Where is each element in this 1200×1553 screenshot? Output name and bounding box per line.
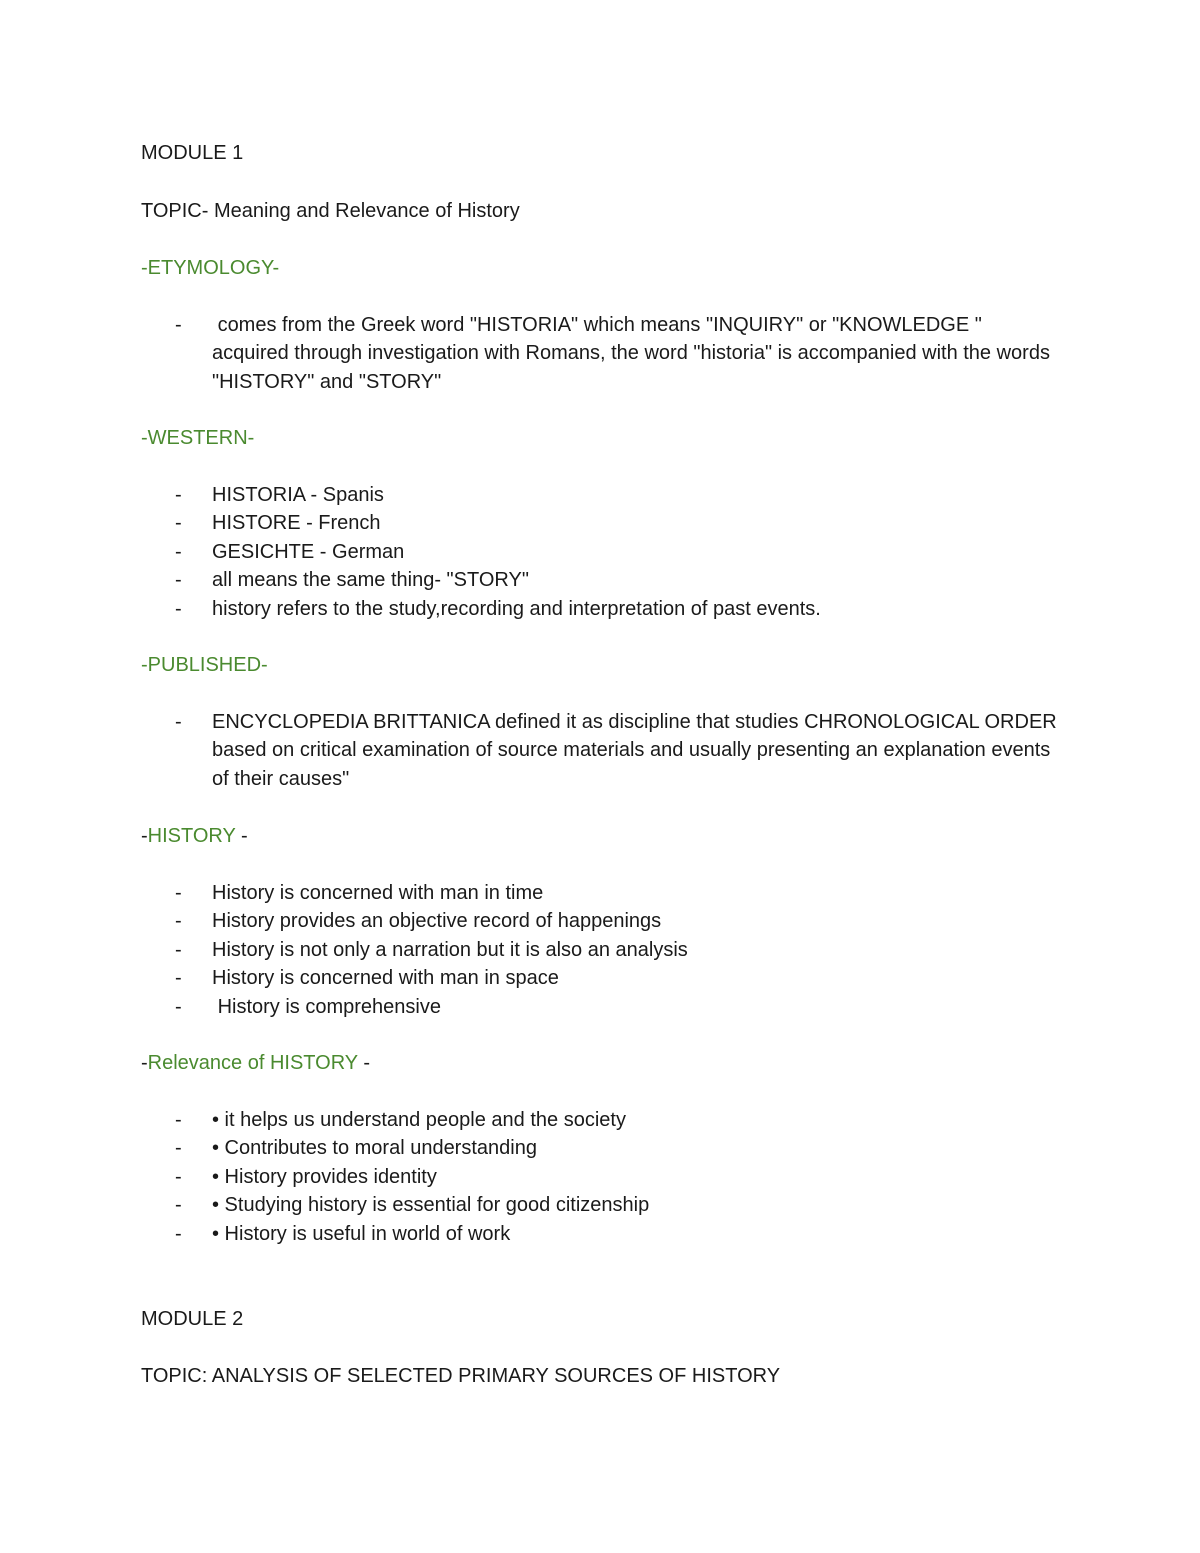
list-item	[141, 936, 1071, 964]
bullet-dash: -	[175, 569, 182, 592]
heading-text: Relevance of HISTORY	[147, 1052, 358, 1074]
bullet-dash: -	[175, 512, 182, 535]
module-2-title: MODULE 2	[141, 1308, 244, 1330]
list-item-text: History is concerned with man in time	[212, 882, 544, 904]
list-item	[141, 509, 1071, 537]
list-item	[141, 595, 1071, 623]
list-item-text: HISTORIA - Spanis	[212, 484, 384, 506]
list-item-text: History is concerned with man in space	[212, 967, 559, 990]
bullet-dash: -	[175, 540, 182, 563]
module-1-topic: TOPIC- Meaning and Relevance of History	[141, 200, 520, 222]
list-item	[141, 1220, 1071, 1248]
heading-prefix: -	[141, 1052, 148, 1074]
bullet-dash: -	[175, 711, 182, 733]
western-heading: -WESTERN-	[141, 427, 255, 449]
list-item	[141, 1134, 1071, 1162]
history-heading	[141, 822, 248, 850]
list-item-text: • Studying history is essential for good citizenship	[212, 1194, 650, 1217]
heading-suffix: -	[357, 1052, 370, 1074]
bullet-dash: -	[175, 1109, 182, 1131]
relevance-list	[141, 1106, 1071, 1248]
bullet-dash: -	[175, 1137, 182, 1160]
list-item-text: HISTORE - French	[212, 512, 381, 535]
history-list	[141, 879, 1071, 1021]
list-item	[141, 1106, 1071, 1134]
list-item	[141, 1191, 1071, 1219]
module-2-topic: TOPIC: ANALYSIS OF SELECTED PRIMARY SOURCES OF HISTORY	[141, 1365, 781, 1387]
western-list	[141, 481, 1071, 623]
published-list	[141, 708, 1071, 793]
bullet-dash: -	[175, 967, 182, 990]
bullet-dash: -	[175, 995, 182, 1018]
list-item-text: ENCYCLOPEDIA BRITTANICA defined it as discipline that studies CHRONOLOGICAL ORDER based on critical examination of source materials and usually presenting an explanation events of their causes"	[212, 711, 1063, 790]
list-item-text: History is comprehensive	[212, 995, 441, 1018]
list-item	[141, 538, 1071, 566]
etymology-heading: -ETYMOLOGY-	[141, 257, 280, 279]
list-item-text: comes from the Greek word "HISTORIA" which means "INQUIRY" or "KNOWLEDGE " acquired through investigation with Romans, the word "historia" is accompanied with the words "HISTORY" and "STORY"	[212, 314, 1056, 393]
list-item	[141, 481, 1071, 509]
list-item	[141, 993, 1071, 1021]
etymology-list	[141, 311, 1056, 396]
heading-suffix: -	[235, 825, 248, 847]
list-item-text: history refers to the study,recording and interpretation of past events.	[212, 597, 821, 620]
bullet-dash: -	[175, 1222, 182, 1245]
published-heading: -PUBLISHED-	[141, 654, 268, 676]
module-1-title: MODULE 1	[141, 142, 244, 164]
list-item	[141, 708, 1071, 793]
list-item-text: GESICHTE - German	[212, 540, 405, 563]
list-item	[141, 907, 1071, 935]
bullet-dash: -	[175, 314, 182, 336]
bullet-dash: -	[175, 910, 182, 933]
bullet-dash: -	[175, 597, 182, 620]
bullet-dash: -	[175, 882, 182, 904]
list-item	[141, 964, 1071, 992]
list-item-text: • History provides identity	[212, 1165, 437, 1188]
heading-prefix: -	[141, 825, 148, 847]
list-item	[141, 879, 1071, 907]
list-item-text: • History is useful in world of work	[212, 1222, 511, 1245]
list-item-text: History provides an objective record of happenings	[212, 910, 662, 933]
bullet-dash: -	[175, 1194, 182, 1217]
list-item	[141, 566, 1071, 594]
bullet-dash: -	[175, 1165, 182, 1188]
list-item	[141, 1163, 1071, 1191]
bullet-dash: -	[175, 484, 182, 506]
relevance-heading	[141, 1049, 370, 1077]
list-item-text: • it helps us understand people and the society	[212, 1109, 626, 1131]
list-item-text: History is not only a narration but it is also an analysis	[212, 938, 688, 961]
heading-text: HISTORY	[147, 825, 236, 847]
list-item	[141, 311, 1056, 396]
bullet-dash: -	[175, 938, 182, 961]
list-item-text: • Contributes to moral understanding	[212, 1137, 537, 1160]
list-item-text: all means the same thing- "STORY"	[212, 569, 529, 592]
